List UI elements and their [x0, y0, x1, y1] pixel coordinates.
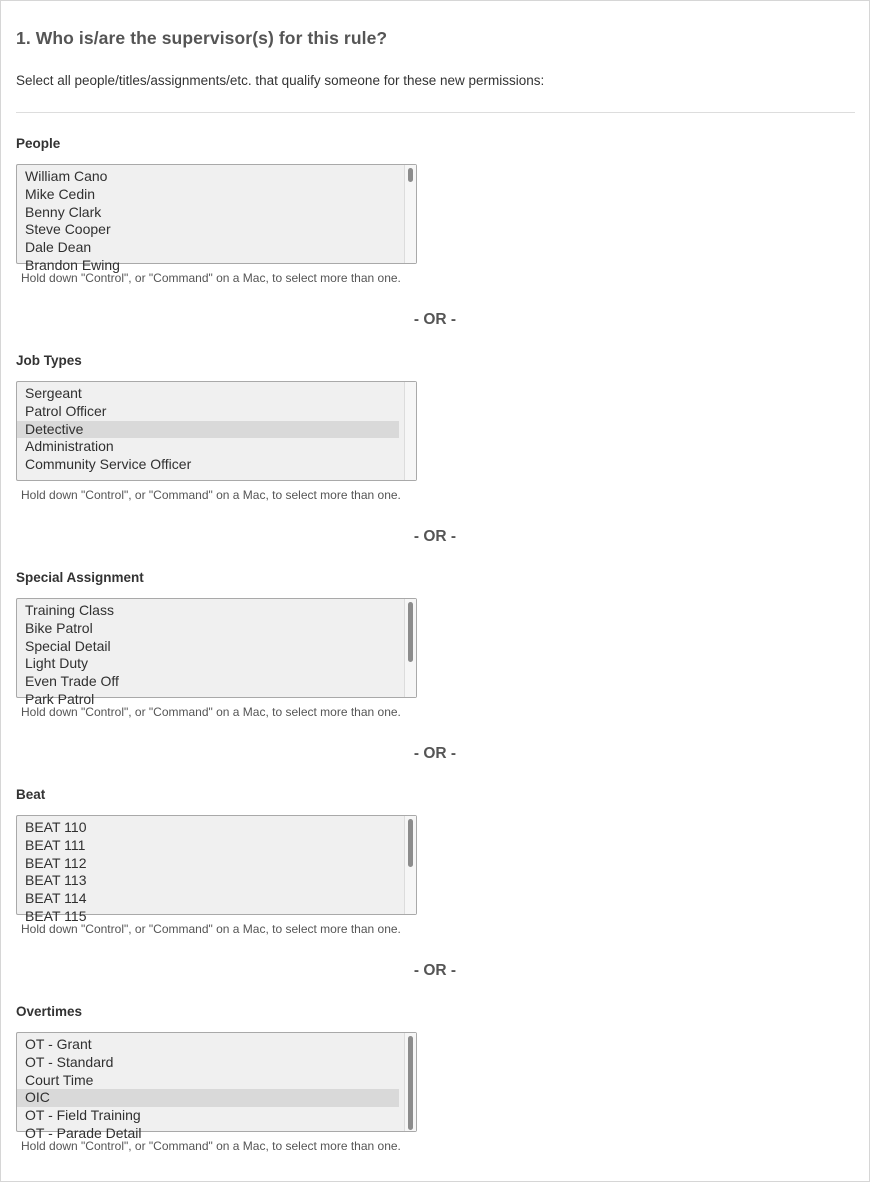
select-option[interactable]: Bike Patrol: [25, 619, 93, 636]
select-option[interactable]: William Cano: [25, 168, 108, 184]
select-option[interactable]: Mike Cedin: [25, 185, 96, 202]
question-instructions: Select all people/titles/assignments/etc. that qualify someone for these new permissions:: [16, 73, 545, 88]
beat-options: [17, 819, 399, 926]
select-option[interactable]: BEAT 110: [25, 819, 87, 835]
select-option[interactable]: BEAT 113: [25, 872, 87, 889]
people-select[interactable]: [16, 164, 417, 273]
beat-label: Beat: [16, 787, 46, 802]
people-scrollbar[interactable]: [404, 165, 416, 263]
select-option[interactable]: Training Class: [25, 602, 114, 618]
select-option[interactable]: BEAT 111: [25, 836, 86, 853]
select-option[interactable]: Park Patrol: [25, 690, 95, 707]
or-separator: - OR -: [413, 528, 457, 545]
beat-select[interactable]: [16, 815, 417, 924]
scrollbar-thumb[interactable]: [408, 168, 413, 182]
overtimes-label: Overtimes: [16, 1004, 83, 1019]
select-option[interactable]: Patrol Officer: [25, 402, 107, 419]
select-option[interactable]: OIC: [17, 1089, 399, 1107]
select-option[interactable]: Special Detail: [25, 637, 111, 654]
select-option[interactable]: Administration: [25, 438, 114, 455]
special-assignment-select[interactable]: [16, 598, 417, 707]
select-option[interactable]: Brandon Ewing: [25, 256, 120, 273]
select-option[interactable]: OT - Grant: [25, 1036, 92, 1052]
or-separator: - OR -: [413, 311, 457, 328]
select-option[interactable]: Benny Clark: [25, 203, 102, 220]
job-types-help-text: Hold down "Control", or "Command" on a Mac, to select more than one.: [21, 488, 401, 502]
select-option[interactable]: Dale Dean: [25, 239, 92, 256]
or-separator: - OR -: [413, 962, 457, 979]
special-assignment-help-text: Hold down "Control", or "Command" on a Mac, to select more than one.: [21, 705, 401, 719]
or-separator: - OR -: [413, 745, 457, 762]
job-types-select[interactable]: [16, 381, 417, 481]
select-option[interactable]: Steve Cooper: [25, 221, 111, 238]
beat-scrollbar[interactable]: [404, 816, 416, 914]
select-option[interactable]: Light Duty: [25, 655, 89, 672]
beat-help-text: Hold down "Control", or "Command" on a Mac, to select more than one.: [21, 922, 401, 936]
divider: [16, 112, 855, 113]
job-types-label: Job Types: [16, 353, 82, 368]
select-option[interactable]: Court Time: [25, 1071, 94, 1088]
special-assignment-options: [17, 602, 399, 709]
job-types-scrollbar: [404, 382, 416, 480]
select-option[interactable]: Detective: [17, 421, 399, 439]
overtimes-help-text: Hold down "Control", or "Command" on a Mac, to select more than one.: [21, 1139, 401, 1153]
special-assignment-label: Special Assignment: [16, 570, 144, 585]
select-option[interactable]: BEAT 112: [25, 854, 87, 871]
people-help-text: Hold down "Control", or "Command" on a Mac, to select more than one.: [21, 271, 401, 285]
scrollbar-thumb[interactable]: [408, 1036, 413, 1130]
select-option[interactable]: Community Service Officer: [25, 456, 192, 473]
select-option[interactable]: OT - Field Training: [25, 1107, 141, 1124]
overtimes-scrollbar[interactable]: [404, 1033, 416, 1131]
people-options: [17, 168, 399, 275]
select-option[interactable]: Even Trade Off: [25, 673, 119, 690]
select-option[interactable]: OT - Standard: [25, 1053, 114, 1070]
select-option[interactable]: OT - Parade Detail: [25, 1124, 142, 1141]
scrollbar-thumb[interactable]: [408, 602, 413, 662]
special-assignment-scrollbar[interactable]: [404, 599, 416, 697]
scrollbar-thumb[interactable]: [408, 819, 413, 867]
people-label: People: [16, 136, 61, 151]
overtimes-select[interactable]: [16, 1032, 417, 1141]
select-option[interactable]: Sergeant: [25, 385, 82, 401]
overtimes-options: [17, 1036, 399, 1143]
select-option[interactable]: BEAT 114: [25, 890, 87, 907]
job-types-options: [17, 385, 399, 474]
question-title: 1. Who is/are the supervisor(s) for this rule?: [16, 28, 388, 48]
select-option[interactable]: BEAT 115: [25, 907, 87, 924]
